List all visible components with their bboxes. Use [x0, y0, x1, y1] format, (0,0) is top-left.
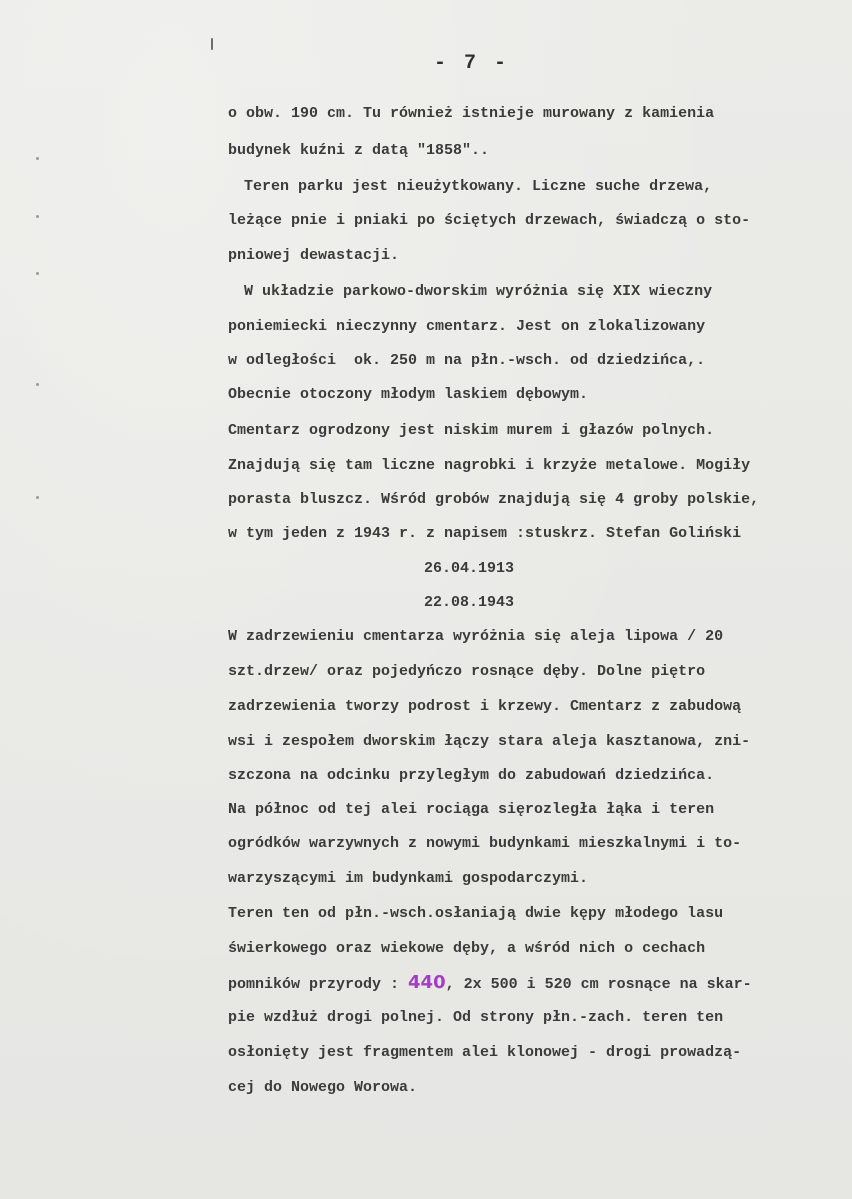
text-segment: , 2x 500 i 520 cm rosnące na skar- [445, 976, 752, 993]
punch-hole [36, 496, 39, 499]
text-line: osłonięty jest fragmentem alei klonowej - drogi prowadzą- [228, 1044, 742, 1061]
page-number: - 7 - [434, 52, 510, 75]
text-line: leżące pnie i pniaki po ściętych drzewach, świadczą o sto- [228, 212, 751, 229]
handwritten-annotation: 440 [408, 972, 446, 993]
text-line: warzyszącymi im budynkami gospodarczymi. [228, 870, 589, 887]
text-line: Teren ten od płn.-wsch.osłaniają dwie kępy młodego lasu [228, 905, 724, 922]
text-line: Cmentarz ogrodzony jest niskim murem i głazów polnych. [228, 422, 715, 439]
text-line-with-annotation [228, 974, 752, 994]
text-line: porasta bluszcz. Wśród grobów znajdują się 4 groby polskie, [228, 491, 760, 508]
punch-hole [36, 215, 39, 218]
punch-hole [36, 383, 39, 386]
text-line: o obw. 190 cm. Tu również istnieje murowany z kamienia [228, 105, 715, 122]
text-line: zadrzewienia tworzy podrost i krzewy. Cmentarz z zabudową [228, 698, 742, 715]
page-mark [211, 38, 213, 50]
text-line: Na północ od tej alei rociąga sięrozległa łąka i teren [228, 801, 715, 818]
text-line: pniowej dewastacji. [228, 247, 400, 264]
punch-hole [36, 157, 39, 160]
text-line: w odległości ok. 250 m na płn.-wsch. od dziedzińca,. [228, 352, 706, 369]
text-line: wsi i zespołem dworskim łączy stara aleja kasztanowa, zni- [228, 733, 751, 750]
text-line: świerkowego oraz wiekowe dęby, a wśród nich o cechach [228, 940, 706, 957]
text-line: Obecnie otoczony młodym laskiem dębowym. [228, 386, 589, 403]
text-line: poniemiecki nieczynny cmentarz. Jest on zlokalizowany [228, 318, 706, 335]
date-line: 26.04.1913 [424, 560, 515, 577]
punch-hole [36, 272, 39, 275]
text-line: w tym jeden z 1943 r. z napisem :stuskrz. Stefan Goliński [228, 525, 742, 542]
text-line: cej do Nowego Worowa. [228, 1079, 418, 1096]
text-line: ogródków warzywnych z nowymi budynkami mieszkalnymi i to- [228, 835, 742, 852]
text-line: budynek kuźni z datą "1858".. [228, 142, 490, 159]
text-line: pie wzdłuż drogi polnej. Od strony płn.-zach. teren ten [228, 1009, 724, 1026]
text-segment: pomników przyrody : [228, 976, 409, 993]
text-line: szczona na odcinku przyległym do zabudowań dziedzińca. [228, 767, 715, 784]
text-line: W zadrzewieniu cmentarza wyróżnia się aleja lipowa / 20 [228, 628, 724, 645]
text-line: Teren parku jest nieużytkowany. Liczne suche drzewa, [244, 178, 713, 195]
date-line: 22.08.1943 [424, 594, 515, 611]
text-line: Znajdują się tam liczne nagrobki i krzyże metalowe. Mogiły [228, 457, 751, 474]
text-line: szt.drzew/ oraz pojedyńczo rosnące dęby. Dolne piętro [228, 663, 706, 680]
text-line: W układzie parkowo-dworskim wyróżnia się XIX wieczny [244, 283, 713, 300]
